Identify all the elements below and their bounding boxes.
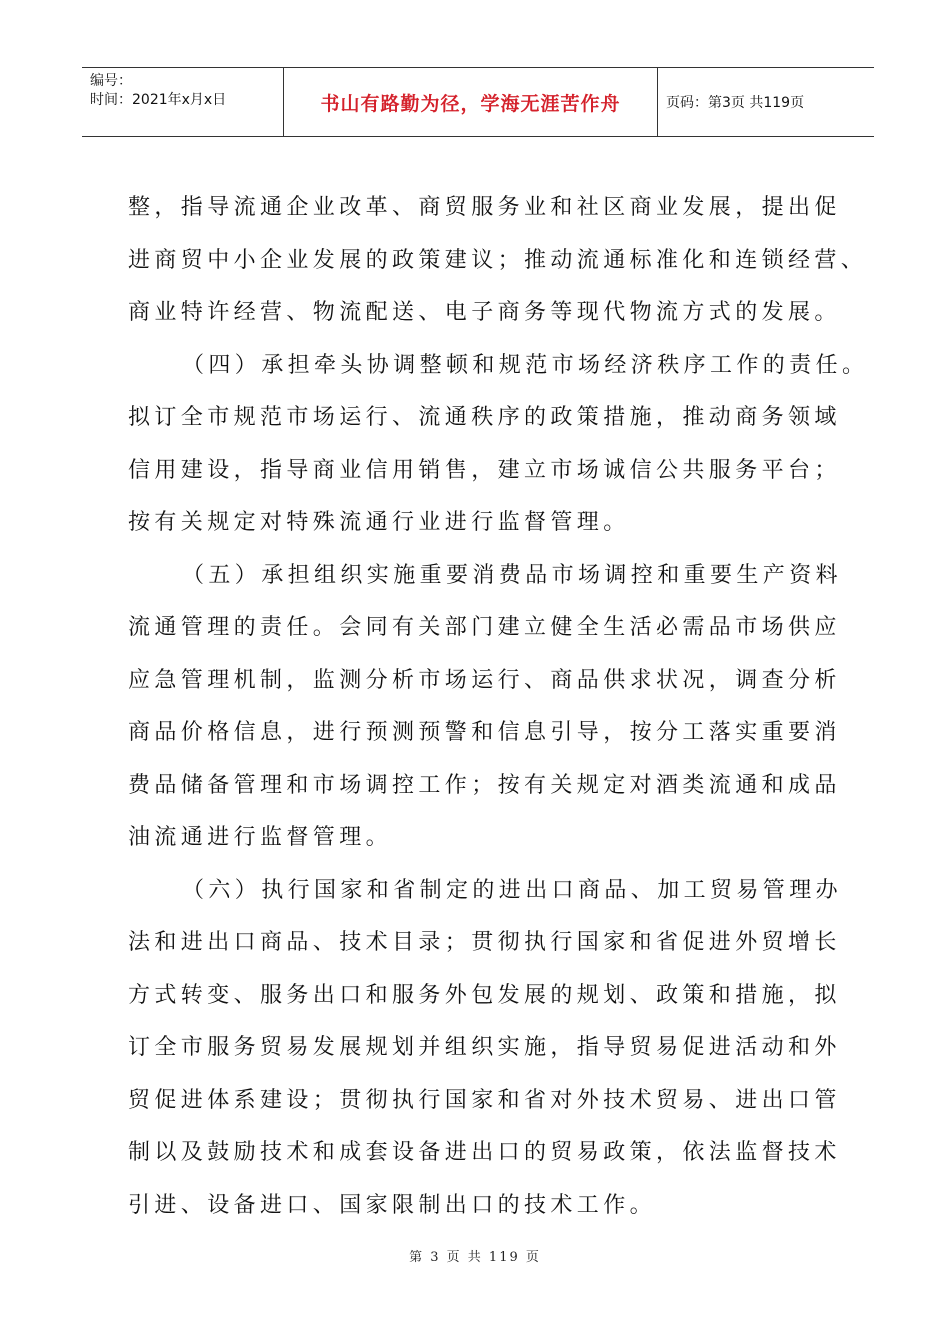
text-line: （四）承担牵头协调整顿和规范市场经济秩序工作的责任。 [182,352,869,378]
body-text [128,182,869,1232]
document-header [82,67,874,137]
text-line: 进商贸中小企业发展的政策建议；推动流通标准化和连锁经营、 [128,247,868,273]
text-line: 方式转变、服务出口和服务外包发展的规划、政策和措施，拟 [128,982,841,1008]
page-footer: 第 3 页 共 119 页 [409,1250,541,1265]
text-line: （六）执行国家和省制定的进出口商品、加工贸易管理办 [182,877,843,903]
text-line: 流通管理的责任。会同有关部门建立健全生活必需品市场供应 [128,615,841,640]
header-page-label: 页码：第3页 共119页 [666,95,805,111]
header-meta [82,68,284,136]
text-line: 油流通进行监督管理。 [128,825,393,850]
text-line: 商品价格信息，进行预测预警和信息引导，按分工落实重要消 [128,720,841,745]
text-line: 法和进出口商品、技术目录；贯彻执行国家和省促进外贸增长 [128,930,841,955]
text-line: 订全市服务贸易发展规划并组织实施，指导贸易促进活动和外 [128,1035,841,1060]
text-line: 制以及鼓励技术和成套设备进出口的贸易政策，依法监督技术 [128,1140,841,1165]
time-label: 时间：2021年x月x日 [90,92,227,108]
text-line: 拟订全市规范市场运行、流通秩序的政策措施，推动商务领域 [128,405,841,430]
number-label: 编号： [90,73,132,89]
text-line: （五）承担组织实施重要消费品市场调控和重要生产资料 [182,562,843,588]
text-line: 费品储备管理和市场调控工作；按有关规定对酒类流通和成品 [128,772,841,798]
text-line: 信用建设，指导商业信用销售，建立市场诚信公共服务平台； [128,457,841,483]
text-line: 应急管理机制，监测分析市场运行、商品供求状况，调查分析 [128,667,841,693]
text-line: 贸促进体系建设；贯彻执行国家和省对外技术贸易、进出口管 [128,1087,841,1113]
text-line: 引进、设备进口、国家限制出口的技术工作。 [128,1192,657,1218]
text-line: 整，指导流通企业改革、商贸服务业和社区商业发展，提出促 [128,195,841,220]
text-line: 商业特许经营、物流配送、电子商务等现代物流方式的发展。 [128,300,841,325]
text-line: 按有关规定对特殊流通行业进行监督管理。 [128,510,630,535]
header-motto: 书山有路勤为径，学海无涯苦作舟 [284,68,658,136]
